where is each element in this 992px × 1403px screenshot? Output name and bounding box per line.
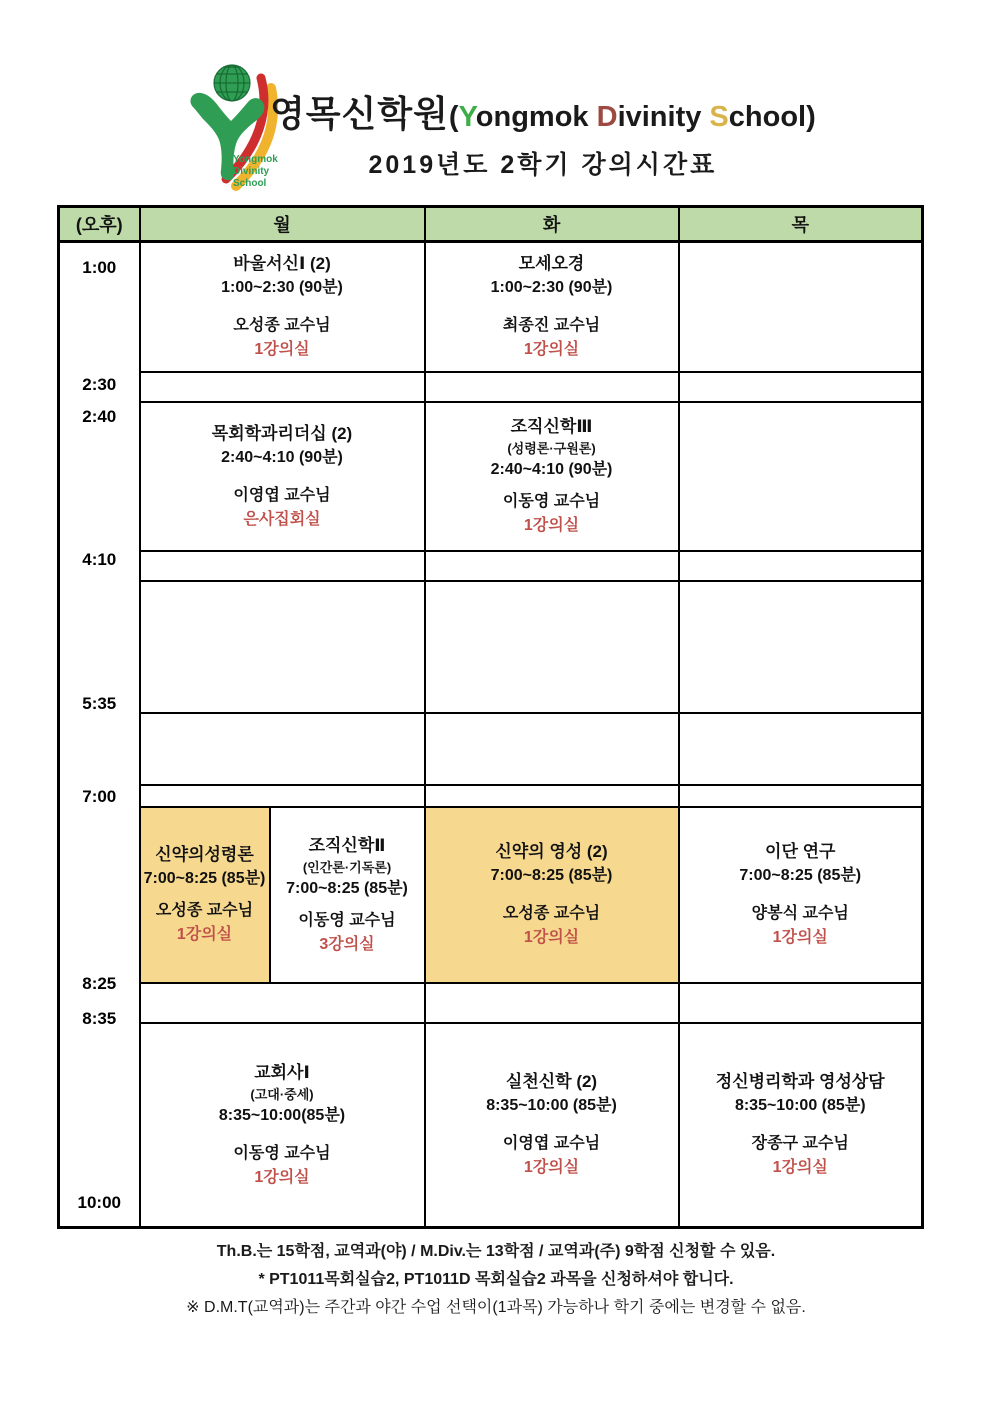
time-label-825: 8:25 (82, 974, 117, 993)
footer-note-credits: Th.B.는 15학점, 교역과(야) / M.Div.는 13학점 / 교역과(주) 9학점 신청할 수 있음. (216, 1243, 776, 1260)
class-subtitle: (성령론·구원론) (507, 441, 596, 456)
class-cell-mon-100 (140, 242, 425, 372)
class-professor: 오성종 교수님 (233, 317, 331, 335)
row-empty-afternoon (59, 581, 923, 713)
class-time: 7:00~8:25 (85분) (739, 867, 862, 884)
class-cell-mon-700-b (270, 807, 425, 983)
class-room: 3강의실 (319, 935, 375, 953)
time-label-535: 5:35 (82, 694, 117, 713)
time-label-230: 2:30 (82, 375, 117, 394)
empty-cell (679, 983, 923, 1023)
empty-cell (425, 713, 679, 785)
footer-note-dmt: ※ D.M.T(교역과)는 주간과 야간 수업 선택이(1과목) 가능하나 학기 중에는 변경할 수 없음. (186, 1299, 806, 1316)
empty-cell (679, 551, 923, 581)
class-title: 실천신학 (2) (505, 1072, 598, 1092)
timetable (57, 205, 924, 1229)
empty-cell (425, 551, 679, 581)
class-professor: 이영엽 교수님 (233, 486, 331, 504)
class-title: 목회학과리더십 (2) (211, 423, 353, 443)
class-time: 1:00~2:30 (90분) (221, 279, 343, 297)
page-title (270, 86, 816, 137)
empty-cell (140, 983, 425, 1023)
class-title: 정신병리학과 영성상담 (715, 1072, 885, 1092)
class-room: 은사집회실 (243, 510, 321, 528)
time-label-240: 2:40 (82, 407, 117, 426)
class-time: 7:00~8:25 (85분) (490, 867, 613, 884)
logo-globe-icon (214, 65, 250, 101)
class-time: 2:40~4:10 (90분) (490, 461, 613, 478)
empty-cell (140, 713, 425, 785)
class-professor: 양봉식 교수님 (751, 905, 849, 922)
row-empty-evening (59, 713, 923, 785)
class-cell-thu-835 (679, 1023, 923, 1228)
class-time: 7:00~8:25 (85분) (286, 879, 408, 897)
class-subtitle: (고대·중세) (250, 1086, 314, 1102)
empty-cell (679, 242, 923, 372)
class-professor: 오성종 교수님 (155, 902, 254, 919)
class-time: 8:35~10:00 (85분) (486, 1097, 617, 1115)
class-cell-tue-100 (425, 242, 679, 372)
empty-cell (140, 581, 425, 713)
time-label-410: 4:10 (82, 550, 117, 569)
class-professor: 이동영 교수님 (233, 1144, 331, 1162)
empty-cell (679, 785, 923, 807)
empty-cell (679, 713, 923, 785)
class-cell-mon-835 (140, 1023, 425, 1228)
logo-caption-line2: Divinity (233, 166, 270, 177)
time-label-835: 8:35 (82, 1009, 117, 1028)
class-room: 1강의실 (523, 929, 580, 946)
class-professor: 오성종 교수님 (502, 905, 601, 922)
class-title: 신약의 영성 (2) (495, 842, 608, 861)
row-gap-825 (59, 983, 923, 1023)
empty-cell (425, 785, 679, 807)
class-title: 모세오경 (518, 254, 585, 274)
page-subtitle: 2019년도 2학기 강의시간표 (368, 151, 718, 179)
row-2035 (59, 1023, 923, 1228)
class-professor: 최종진 교수님 (502, 317, 601, 335)
empty-cell (425, 581, 679, 713)
header-row (59, 207, 923, 242)
logo-caption-line3: School (233, 178, 267, 189)
class-subtitle: (인간론·기독론) (302, 859, 392, 875)
class-time: 2:40~4:10 (90분) (221, 448, 343, 466)
class-professor: 이동영 교수님 (502, 493, 601, 510)
class-room: 1강의실 (772, 929, 828, 946)
class-cell-tue-700 (425, 807, 679, 983)
class-professor: 이동영 교수님 (298, 911, 396, 929)
class-professor: 장종구 교수님 (751, 1135, 849, 1153)
title-block (270, 60, 816, 181)
page-header (172, 60, 816, 196)
class-room: 1강의실 (523, 341, 580, 359)
empty-cell (140, 372, 425, 402)
class-room: 1강의실 (254, 1168, 310, 1186)
class-title: 조직신학Ⅲ (510, 417, 593, 436)
class-room: 1강의실 (523, 517, 580, 534)
day-header-monday: 월 (140, 207, 425, 242)
row-gap-410 (59, 551, 923, 581)
class-professor: 이영엽 교수님 (502, 1135, 601, 1153)
class-room: 1강의실 (176, 926, 233, 943)
logo-caption-line1: Yongmok (233, 154, 278, 165)
class-cell-tue-240 (425, 402, 679, 551)
row-1440 (59, 402, 923, 551)
row-gap-230 (59, 372, 923, 402)
empty-cell (140, 785, 425, 807)
class-title: 교회사Ⅰ (254, 1062, 310, 1082)
day-header-thursday: 목 (679, 207, 923, 242)
class-room: 1강의실 (254, 341, 310, 359)
class-room: 1강의실 (523, 1159, 580, 1177)
class-cell-tue-835 (425, 1023, 679, 1228)
class-title: 조직신학Ⅱ (308, 835, 386, 855)
footer-note-practicum: * PT1011목회실습2, PT1011D 목회실습2 과목을 신청하셔야 합니다. (258, 1271, 734, 1288)
row-1900 (59, 807, 923, 983)
footer-notes (0, 1242, 992, 1326)
class-title: 바울서신Ⅰ (2) (233, 254, 331, 274)
empty-cell (679, 402, 923, 551)
class-cell-mon-700-a (140, 807, 270, 983)
class-cell-mon-240 (140, 402, 425, 551)
empty-cell (425, 983, 679, 1023)
school-name-english: (Yongmok Divinity School) (448, 101, 816, 133)
school-name-korean: 영목신학원 (270, 93, 449, 134)
empty-cell (679, 581, 923, 713)
time-label-1000: 10:00 (77, 1193, 121, 1212)
class-time: 8:35~10:00(85분) (218, 1106, 346, 1124)
class-room: 1강의실 (772, 1159, 828, 1177)
class-cell-thu-700 (679, 807, 923, 983)
class-title: 이단 연구 (765, 842, 836, 861)
empty-cell (679, 372, 923, 402)
class-title: 신약의성령론 (155, 845, 254, 864)
row-1300 (59, 242, 923, 372)
class-time: 7:00~8:25 (85분) (143, 870, 266, 887)
class-time: 8:35~10:00 (85분) (734, 1097, 866, 1115)
row-gap-700 (59, 785, 923, 807)
day-header-tuesday: 화 (425, 207, 679, 242)
class-time: 1:00~2:30 (90분) (490, 279, 613, 297)
time-rail (59, 242, 140, 1228)
empty-cell (140, 551, 425, 581)
empty-cell (425, 372, 679, 402)
time-label-700: 7:00 (82, 787, 117, 806)
time-axis-header: (오후) (59, 207, 140, 242)
time-label-100: 1:00 (82, 258, 117, 277)
